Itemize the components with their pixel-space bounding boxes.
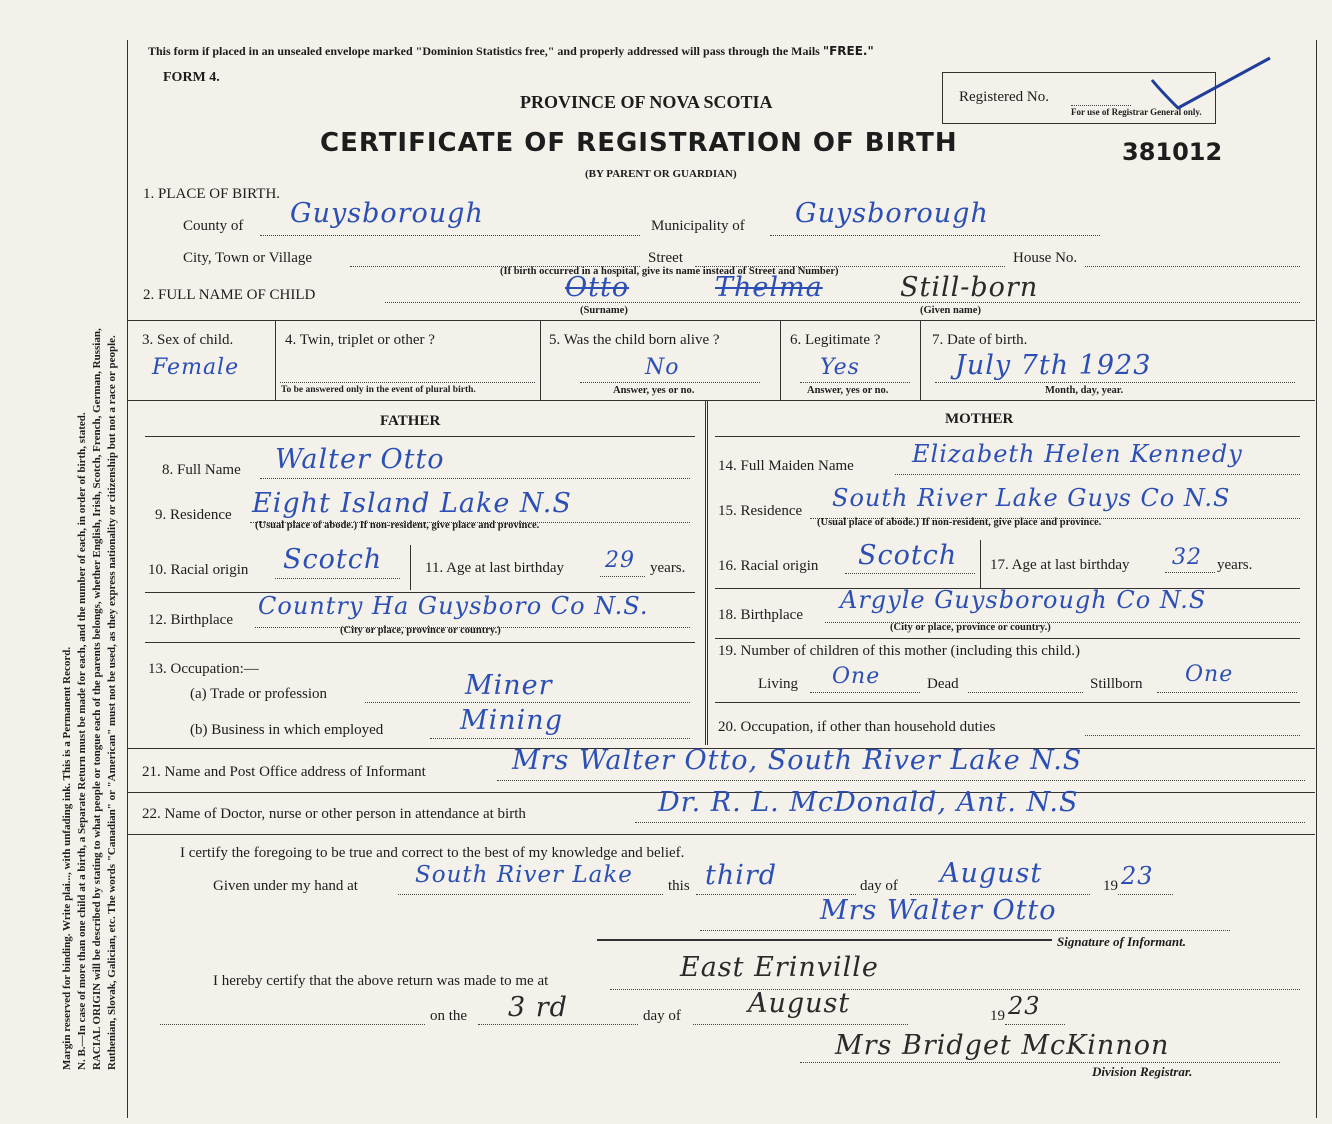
county-value: Guysborough bbox=[290, 198, 484, 229]
child-stillborn-note: Still-born bbox=[900, 272, 1039, 303]
registrar-day-label: day of bbox=[643, 1008, 681, 1024]
registrar-note: For use of Registrar General only. bbox=[1071, 107, 1202, 117]
form-number: FORM 4. bbox=[163, 70, 220, 85]
child-name-label: 2. FULL NAME OF CHILD bbox=[143, 287, 316, 303]
father-birthplace-note: (City or place, province or country.) bbox=[340, 625, 501, 636]
mother-race-value: Scotch bbox=[858, 540, 958, 571]
alive-note: Answer, yes or no. bbox=[613, 385, 695, 396]
certificate-subtitle: (BY PARENT OR GUARDIAN) bbox=[585, 168, 737, 180]
father-name-value: Walter Otto bbox=[275, 444, 445, 475]
stillborn-value: One bbox=[1185, 662, 1234, 687]
mother-birthplace-note: (City or place, province or country.) bbox=[890, 622, 1051, 633]
place-of-birth-label: 1. PLACE OF BIRTH. bbox=[143, 186, 281, 202]
sex-label: 3. Sex of child. bbox=[142, 332, 234, 348]
legitimate-value: Yes bbox=[820, 355, 860, 380]
mother-name-label: 14. Full Maiden Name bbox=[718, 458, 854, 474]
hospital-note: (If birth occurred in a hospital, give its name instead of Street and Number) bbox=[500, 266, 839, 277]
mother-occupation-label: 20. Occupation, if other than household duties bbox=[718, 719, 996, 735]
certificate-title: CERTIFICATE OF REGISTRATION OF BIRTH bbox=[320, 128, 958, 158]
registrar-statement: I hereby certify that the above return was made to me at bbox=[213, 973, 549, 989]
legitimate-note: Answer, yes or no. bbox=[807, 385, 889, 396]
registered-label: Registered No. bbox=[959, 89, 1049, 105]
postage-notice-text: This form if placed in an unsealed envelope marked "Dominion Statistics free," and properly addressed will pass through the Mails bbox=[148, 44, 820, 58]
business-label: (b) Business in which employed bbox=[190, 722, 384, 738]
father-birthplace-value: Country Ha Guysboro Co N.S. bbox=[258, 592, 649, 620]
doctor-value: Dr. R. L. McDonald, Ant. N.S bbox=[658, 787, 1079, 818]
margin-line-2: N. B.—In case of more than one child at a birth, a Separate Return must be made for each, and the number of each, in order of birth, stated. bbox=[76, 412, 88, 1070]
living-value: One bbox=[832, 664, 881, 689]
margin-line-4: Ruthenian, Slovak, Galician, etc. The words "Canadian" or "American" must not be used, as they express nationality or citizenship but not a race or people. bbox=[106, 335, 118, 1070]
on-label: on the bbox=[430, 1008, 468, 1024]
twin-label: 4. Twin, triplet or other ? bbox=[285, 332, 435, 348]
postage-free: "FREE." bbox=[822, 44, 874, 58]
father-residence-note: (Usual place of abode.) If non-resident, give place and province. bbox=[255, 520, 540, 531]
mother-race-label: 16. Racial origin bbox=[718, 558, 819, 574]
father-race-label: 10. Racial origin bbox=[148, 562, 249, 578]
certify-month: August bbox=[940, 858, 1043, 889]
certify-year-prefix: 19 bbox=[1103, 878, 1118, 894]
registrar-place: East Erinville bbox=[680, 952, 879, 983]
father-birthplace-label: 12. Birthplace bbox=[148, 612, 233, 628]
registrar-year-prefix: 19 bbox=[990, 1008, 1005, 1024]
municipality-label: Municipality of bbox=[651, 218, 745, 234]
registrar-signature: Mrs Bridget McKinnon bbox=[835, 1030, 1170, 1061]
margin-line-3: RACIAL ORIGIN will be described by stating to what people or tongue each of the parents belongs, whether English, Irish, Scotch, French, German, Russian, bbox=[91, 328, 103, 1070]
registrar-caption: Division Registrar. bbox=[1092, 1064, 1193, 1079]
father-residence-value: Eight Island Lake N.S bbox=[252, 488, 572, 519]
mother-birthplace-value: Argyle Guysborough Co N.S bbox=[840, 586, 1207, 614]
mother-heading: MOTHER bbox=[945, 411, 1014, 427]
mother-age-value: 32 bbox=[1172, 545, 1202, 570]
certify-day: third bbox=[705, 860, 778, 891]
child-given-name: Thelma bbox=[715, 272, 823, 303]
father-race-value: Scotch bbox=[283, 544, 383, 575]
sex-value: Female bbox=[152, 355, 240, 380]
father-occupation-label: 13. Occupation:— bbox=[148, 661, 259, 677]
registrar-day: 3 rd bbox=[508, 992, 568, 1023]
twin-note: To be answered only in the event of plural birth. bbox=[281, 385, 476, 395]
stillborn-label: Stillborn bbox=[1090, 676, 1143, 692]
mother-residence-value: South River Lake Guys Co N.S bbox=[832, 484, 1231, 512]
business-value: Mining bbox=[460, 705, 563, 736]
informant-value: Mrs Walter Otto, South River Lake N.S bbox=[512, 745, 1083, 776]
mother-name-value: Elizabeth Helen Kennedy bbox=[912, 440, 1243, 468]
alive-value: No bbox=[645, 355, 680, 380]
informant-signature: Mrs Walter Otto bbox=[820, 895, 1057, 926]
informant-signature-caption: Signature of Informant. bbox=[1057, 934, 1186, 949]
municipality-value: Guysborough bbox=[795, 198, 989, 229]
dob-value: July 7th 1923 bbox=[955, 350, 1152, 381]
father-heading: FATHER bbox=[380, 413, 441, 429]
informant-label: 21. Name and Post Office address of Informant bbox=[142, 764, 426, 780]
alive-label: 5. Was the child born alive ? bbox=[549, 332, 720, 348]
surname-caption: (Surname) bbox=[580, 305, 628, 316]
given-caption: (Given name) bbox=[920, 305, 981, 316]
postage-notice bbox=[148, 44, 874, 59]
legitimate-label: 6. Legitimate ? bbox=[790, 332, 881, 348]
dob-note: Month, day, year. bbox=[1045, 385, 1124, 396]
living-label: Living bbox=[758, 676, 798, 692]
doctor-label: 22. Name of Doctor, nurse or other person in attendance at birth bbox=[142, 806, 526, 822]
dob-label: 7. Date of birth. bbox=[932, 332, 1028, 348]
certify-day-label: day of bbox=[860, 878, 898, 894]
margin-line-1: Margin reserved for binding. Write plai..., with unfading ink. This is a Permanent Record. bbox=[61, 646, 73, 1070]
father-age-value: 29 bbox=[605, 548, 635, 573]
certify-year: 23 bbox=[1121, 862, 1154, 890]
mother-age-label: 17. Age at last birthday bbox=[990, 557, 1130, 573]
checkmark-icon bbox=[1150, 50, 1280, 120]
this-label: this bbox=[668, 878, 690, 894]
street-label: Street bbox=[648, 250, 683, 266]
mother-residence-label: 15. Residence bbox=[718, 503, 803, 519]
mother-residence-note: (Usual place of abode.) If non-resident, give place and province. bbox=[817, 517, 1102, 528]
trade-label: (a) Trade or profession bbox=[190, 686, 328, 702]
certify-statement: I certify the foregoing to be true and correct to the best of my knowledge and belief. bbox=[180, 845, 685, 861]
county-label: County of bbox=[183, 218, 244, 234]
registrar-month: August bbox=[748, 988, 851, 1019]
mother-birthplace-label: 18. Birthplace bbox=[718, 607, 803, 623]
father-residence-label: 9. Residence bbox=[155, 507, 232, 523]
father-years: years. bbox=[650, 560, 686, 576]
province-title: PROVINCE OF NOVA SCOTIA bbox=[520, 92, 773, 112]
children-count-label: 19. Number of children of this mother (including this child.) bbox=[718, 643, 1081, 659]
child-surname: Otto bbox=[565, 272, 630, 303]
registrar-year: 23 bbox=[1008, 992, 1041, 1020]
city-label: City, Town or Village bbox=[183, 250, 313, 266]
trade-value: Miner bbox=[465, 670, 553, 701]
margin-instructions bbox=[60, 70, 120, 1070]
house-label: House No. bbox=[1013, 250, 1078, 266]
registration-number: 381012 bbox=[1122, 138, 1223, 166]
mother-years: years. bbox=[1217, 557, 1253, 573]
given-label: Given under my hand at bbox=[213, 878, 358, 894]
dead-label: Dead bbox=[927, 676, 959, 692]
certify-place: South River Lake bbox=[415, 862, 633, 888]
father-name-label: 8. Full Name bbox=[162, 462, 241, 478]
father-age-label: 11. Age at last birthday bbox=[425, 560, 564, 576]
